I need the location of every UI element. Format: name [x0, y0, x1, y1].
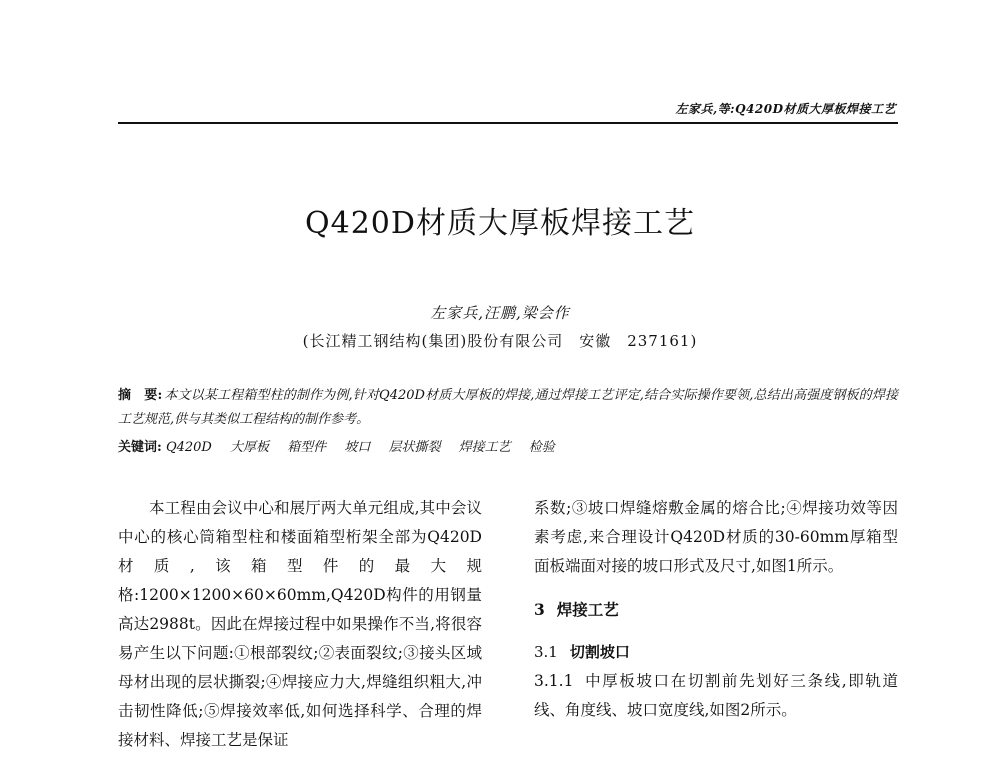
keyword: 层状撕裂: [388, 440, 441, 455]
abstract-text: 本文以某工程箱型柱的制作为例,针对Q420D材质大厚板的焊接,通过焊接工艺评定,结合实际操作要领,总结出高强度钢板的焊接工艺规范,供与其类似工程结构的制作参考。: [118, 388, 898, 427]
keyword: 箱型件: [287, 440, 327, 455]
subsection-title: 切割坡口: [569, 643, 630, 661]
article-affiliation: (长江精工钢结构(集团)股份有限公司 安徽 237161): [302, 332, 698, 350]
abstract-label: 摘 要:: [118, 388, 163, 403]
clause-paragraph: [534, 667, 898, 725]
left-column: [118, 494, 482, 755]
abstract: [118, 384, 898, 432]
body-paragraph: 系数;③坡口焊缝熔敷金属的熔合比;④焊接功效等因素考虑,来合理设计Q420D材质的30-60mm厚箱型面板端面对接的坡口形式及尺寸,如图1所示。: [534, 499, 898, 575]
running-head: 左家兵,等:Q420D材质大厚板焊接工艺: [675, 102, 896, 116]
keyword: 检验: [528, 440, 555, 455]
right-column: [534, 494, 898, 725]
header-rule: [118, 122, 898, 124]
clause-text: 中厚板坡口在切割前先划好三条线,即轨道线、角度线、坡口宽度线,如图2所示。: [534, 672, 898, 719]
section-heading: [534, 595, 898, 624]
subsection-heading: [534, 638, 898, 667]
subsection-number: 3.1: [534, 643, 558, 661]
keywords-label: 关键词:: [118, 440, 162, 455]
section-number: 3: [534, 600, 545, 619]
keyword: Q420D: [165, 440, 212, 455]
keywords: [118, 436, 898, 460]
article-title: Q420D材质大厚板焊接工艺: [305, 206, 695, 241]
keyword: 大厚板: [230, 440, 270, 455]
clause-number: 3.1.1: [534, 672, 574, 690]
article-authors: 左家兵,汪鹏,梁会作: [430, 304, 570, 322]
section-title: 焊接工艺: [556, 600, 619, 619]
body-paragraph: 本工程由会议中心和展厅两大单元组成,其中会议中心的核心筒箱型柱和楼面箱型桁架全部为Q420D材质,该箱型件的最大规格:1200×1200×60×60mm,Q420D构件的用钢量高达2988t。因此在焊接过程中如果操作不当,将很容易产生以下问题:①根部裂纹;②表面裂纹;③接头区域母材出现的层状撕裂;④焊接应力大,焊缝组织粗大,冲击韧性降低;⑤焊接效率低,如何选择科学、合理的焊接材料、焊接工艺是保证: [118, 499, 482, 749]
keyword: 坡口: [344, 440, 371, 455]
keyword: 焊接工艺: [458, 440, 511, 455]
